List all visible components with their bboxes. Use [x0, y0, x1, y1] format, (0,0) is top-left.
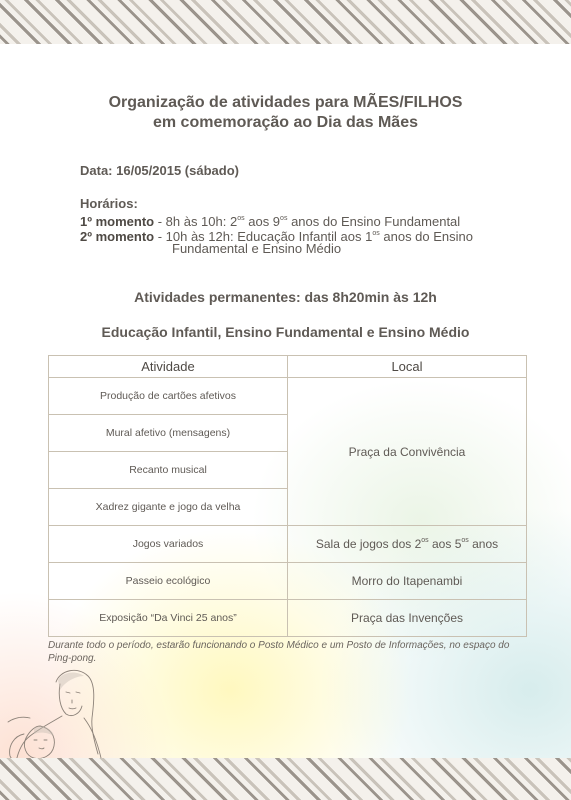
moment-2-text: - 10h às 12h: Educação Infantil aos 1 [154, 229, 373, 244]
moment-2-sup: os [372, 230, 380, 237]
activity-cell: Jogos variados [49, 526, 288, 563]
schedule-moment-2-continued: Fundamental e Ensino Médio [172, 241, 342, 256]
location-text: anos [468, 537, 499, 551]
table-row [49, 378, 527, 415]
location-text: Sala de jogos dos 2 [315, 537, 422, 551]
moment-1-sup: os [237, 215, 245, 222]
activity-cell: Xadrez gigante e jogo da velha [49, 489, 288, 526]
activity-cell: Produção de cartões afetivos [49, 378, 288, 415]
location-cell: Morro do Itapenambi [288, 563, 527, 600]
moment-2-name: 2º momento [80, 229, 155, 244]
education-levels-heading: Educação Infantil, Ensino Fundamental e Ensino Médio [101, 324, 470, 340]
moment-1-text: - 8h às 10h: 2 [154, 214, 238, 229]
schedule-label: Horários: [80, 196, 138, 211]
mother-child-illustration [0, 662, 120, 762]
activities-table [48, 355, 527, 637]
footer-note: Durante todo o período, estarão funcionando o Posto Médico e um Posto de Informações, no espaço do Ping-pong. [48, 640, 510, 664]
permanent-activities-heading: Atividades permanentes: das 8h20min às 12h [134, 289, 437, 305]
location-sup: os [421, 537, 429, 544]
moment-1-sup: os [280, 215, 288, 222]
event-date: Data: 16/05/2015 (sábado) [80, 163, 239, 178]
moment-1-text: anos do Ensino Fundamental [287, 214, 461, 229]
table-row [49, 526, 527, 563]
header-location: Local [288, 356, 527, 378]
activity-cell: Passeio ecológico [49, 563, 288, 600]
title-line-1: Organização de atividades para MÃES/FILHOS [108, 94, 463, 111]
location-text: aos 5 [428, 537, 462, 551]
location-cell: Praça da Convivência [288, 378, 527, 526]
title-line-2: em comemoração ao Dia das Mães [152, 114, 418, 131]
activity-cell: Mural afetivo (mensagens) [49, 415, 288, 452]
page-title [0, 93, 571, 133]
location-cell [288, 526, 527, 563]
table-header-row [49, 356, 527, 378]
location-cell: Praça das Invenções [288, 600, 527, 637]
moment-1-text: aos 9 [244, 214, 281, 229]
table-row [49, 600, 527, 637]
moment-1-name: 1º momento [80, 214, 155, 229]
moment-2-text: anos do Ensino [379, 229, 473, 244]
decorative-border-bottom [0, 758, 571, 800]
header-activity: Atividade [49, 356, 288, 378]
activity-cell: Exposição “Da Vinci 25 anos” [49, 600, 288, 637]
location-sup: os [461, 537, 469, 544]
decorative-border-top [0, 0, 571, 44]
activity-cell: Recanto musical [49, 452, 288, 489]
table-row [49, 563, 527, 600]
